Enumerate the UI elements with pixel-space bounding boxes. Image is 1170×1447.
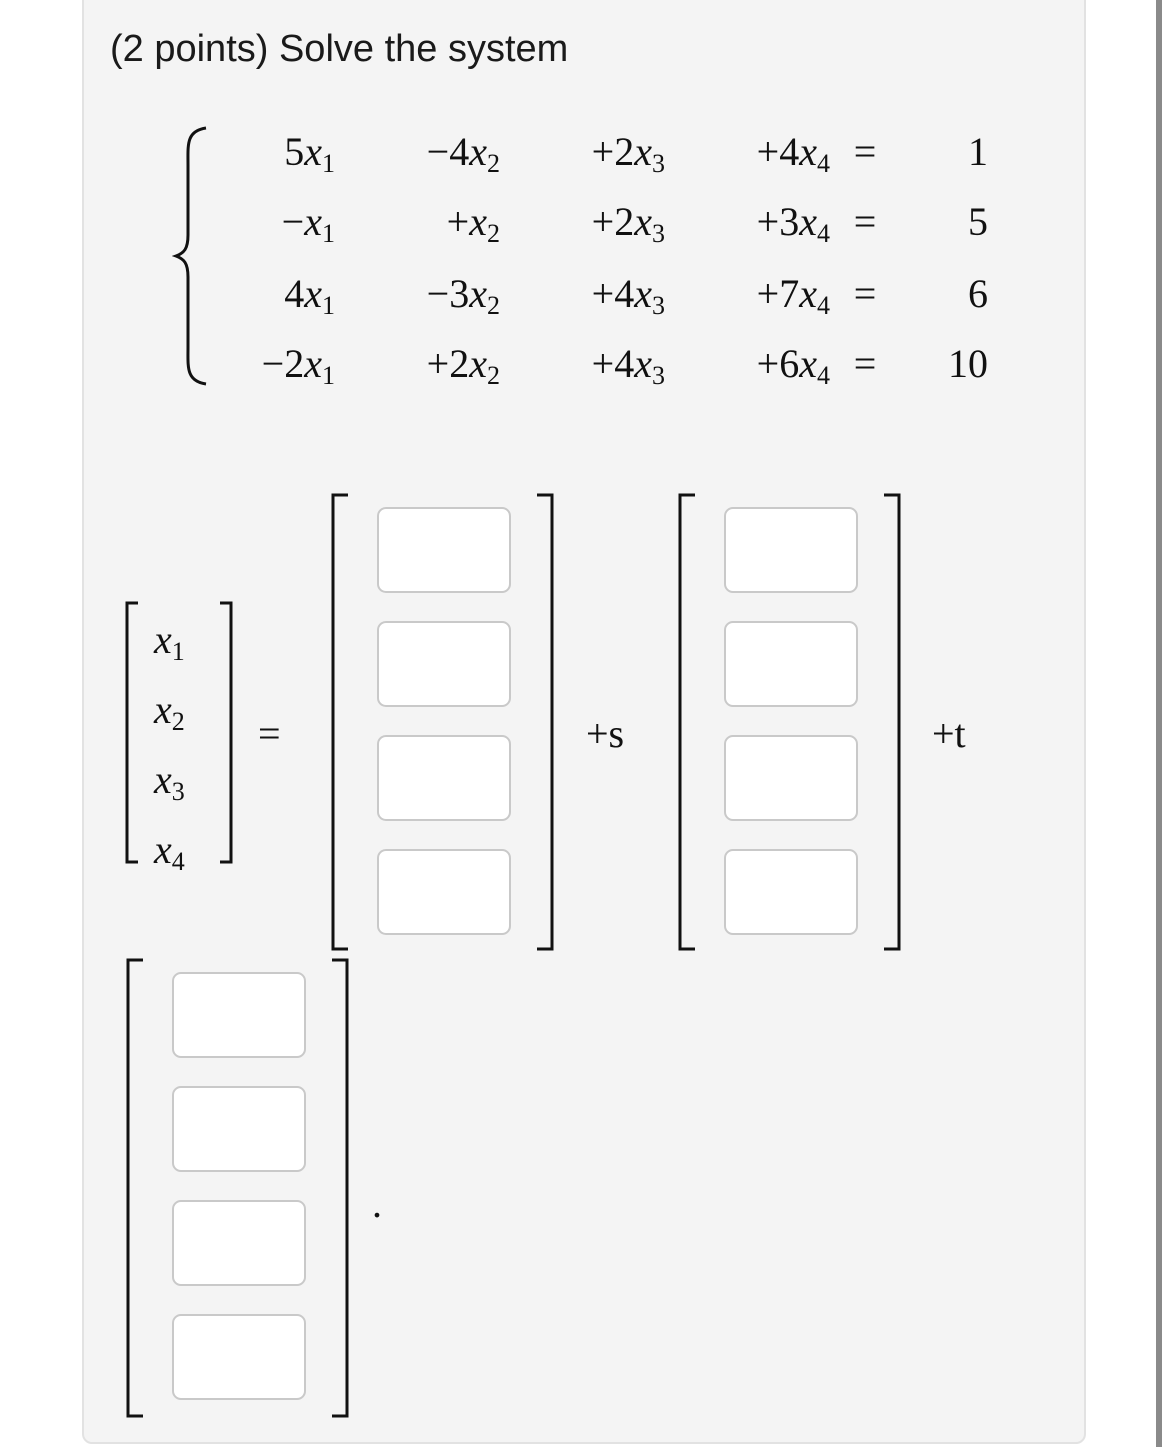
vector-label-x1: $x_1$ xyxy=(154,617,185,666)
s-vector-row1-input[interactable] xyxy=(377,507,511,593)
particular-row2-input[interactable] xyxy=(172,1086,306,1172)
row3-term-x2: $-3x_2$ xyxy=(426,271,500,320)
row3-equals: = xyxy=(853,271,877,316)
scrollbar[interactable] xyxy=(1156,0,1162,1447)
t-vector-row4-input[interactable] xyxy=(724,849,858,935)
row1-equals: = xyxy=(853,129,877,174)
row2-term-x2: $+x_2$ xyxy=(446,199,500,248)
s-vector-row2-input[interactable] xyxy=(377,621,511,707)
row4-term-x1: $-2x_1$ xyxy=(261,341,335,390)
t-term: +t xyxy=(932,711,966,756)
row3-term-x4: $+7x_4$ xyxy=(756,271,830,320)
s-vector-row4-input[interactable] xyxy=(377,849,511,935)
t-vector-row2-input[interactable] xyxy=(724,621,858,707)
row2-term-x1: $-x_1$ xyxy=(281,199,335,248)
particular-row3-input[interactable] xyxy=(172,1200,306,1286)
row1-term-x3: $+2x_3$ xyxy=(591,129,665,178)
particular-row1-input[interactable] xyxy=(172,972,306,1058)
row2-rhs: 5 xyxy=(968,199,988,244)
t-vector-row3-input[interactable] xyxy=(724,735,858,821)
row3-term-x3: $+4x_3$ xyxy=(591,271,665,320)
t-vector-row1-input[interactable] xyxy=(724,507,858,593)
solution-equals: = xyxy=(258,711,281,756)
s-vector-row3-input[interactable] xyxy=(377,735,511,821)
row1-rhs: 1 xyxy=(968,129,988,174)
row2-equals: = xyxy=(853,199,877,244)
row1-term-x2: $-4x_2$ xyxy=(426,129,500,178)
row4-rhs: 10 xyxy=(948,341,988,386)
vector-label-x4: $x_4$ xyxy=(154,827,185,876)
row2-term-x4: $+3x_4$ xyxy=(756,199,830,248)
row3-rhs: 6 xyxy=(968,271,988,316)
row1-term-x4: $+4x_4$ xyxy=(756,129,830,178)
row1-term-x1: $5x_1$ xyxy=(284,129,335,178)
row4-term-x4: $+6x_4$ xyxy=(756,341,830,390)
row4-equals: = xyxy=(853,341,877,386)
vector-label-x3: $x_3$ xyxy=(154,757,185,806)
vector-label-x2: $x_2$ xyxy=(154,687,185,736)
left-brace xyxy=(172,125,212,387)
row4-term-x3: $+4x_3$ xyxy=(591,341,665,390)
row2-term-x3: $+2x_3$ xyxy=(591,199,665,248)
row3-term-x1: $4x_1$ xyxy=(284,271,335,320)
trailing-period: . xyxy=(372,1181,382,1226)
particular-row4-input[interactable] xyxy=(172,1314,306,1400)
s-term: +s xyxy=(586,711,625,756)
row4-term-x2: $+2x_2$ xyxy=(426,341,500,390)
problem-title: (2 points) Solve the system xyxy=(110,28,569,70)
